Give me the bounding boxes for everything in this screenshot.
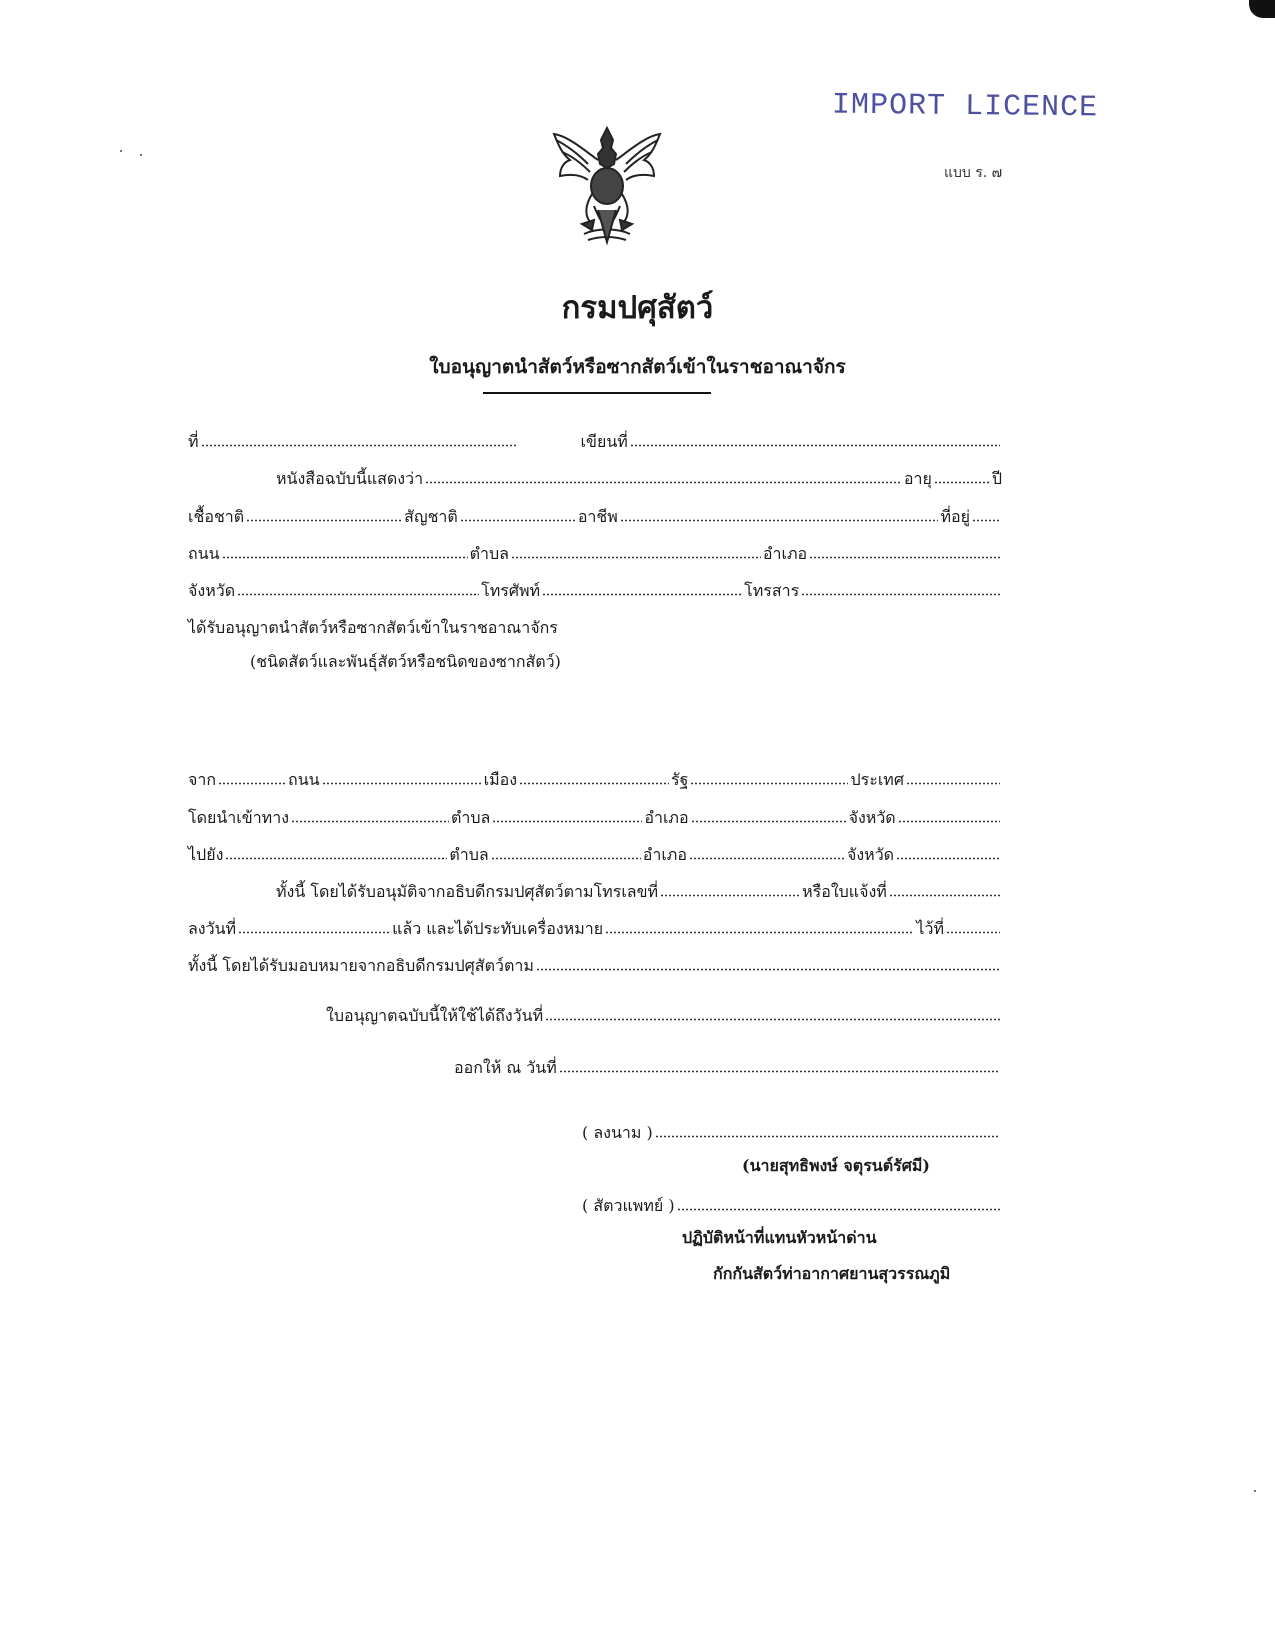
field-written-at[interactable] [630, 443, 1000, 448]
field-nationality[interactable] [460, 518, 576, 523]
label-country: ประเทศ [850, 770, 904, 789]
label-years: ปี [991, 469, 1002, 488]
field-no[interactable] [201, 443, 517, 448]
label-no: ที่ [188, 432, 199, 451]
field-country[interactable] [906, 781, 1000, 786]
row-number-place [188, 426, 1002, 452]
field-to[interactable] [225, 856, 447, 861]
label-province: จังหวัด [188, 581, 236, 600]
field-via-province[interactable] [898, 819, 1000, 824]
label-and-marked: แล้ว และได้ประทับเครื่องหมาย [392, 919, 604, 938]
field-valid-until[interactable] [545, 1017, 1000, 1022]
field-from[interactable] [218, 781, 286, 786]
label-to-province: จังหวัด [846, 845, 895, 864]
label-nationality: สัญชาติ [404, 507, 458, 526]
field-issued-on[interactable] [559, 1069, 1000, 1074]
row-contact [188, 575, 1002, 601]
label-state: รัฐ [671, 770, 689, 789]
field-district[interactable] [809, 555, 1000, 560]
field-from-road[interactable] [322, 781, 482, 786]
label-fax: โทรสาร [744, 581, 800, 600]
row-dated [188, 913, 1002, 939]
row-import-via [188, 802, 1002, 828]
agency-name: กรมปศุสัตว์ [561, 290, 714, 326]
label-dated: ลงวันที่ [188, 919, 237, 938]
row-personal-details [188, 501, 1002, 527]
label-sign: ( ลงนาม ) [582, 1123, 653, 1142]
row-assigned [188, 950, 1002, 976]
label-approval: ทั้งนี้ โดยได้รับอนุมัติจากอธิบดีกรมปศุสัตว์ตามโทรเลขที่ [276, 882, 659, 901]
document-subtitle: ใบอนุญาตนำสัตว์หรือซากสัตว์เข้าในราชอาณาจักร [429, 356, 846, 378]
signatory-title-line1: ปฏิบัติหน้าที่แทนหัวหน้าด่าน [682, 1228, 877, 1247]
title-underline [483, 392, 711, 394]
field-to-province[interactable] [896, 856, 1000, 861]
field-assigned-by[interactable] [536, 967, 1000, 972]
field-telegram-no[interactable] [660, 893, 800, 898]
field-notice-no[interactable] [889, 893, 1000, 898]
field-state[interactable] [690, 781, 848, 786]
field-age[interactable] [934, 480, 990, 485]
scan-speck [1254, 1490, 1256, 1492]
field-dated[interactable] [238, 930, 390, 935]
row-destination [188, 839, 1002, 865]
row-address [188, 538, 1002, 564]
row-valid-until [326, 1000, 1002, 1026]
label-from: จาก [188, 770, 217, 789]
label-age: อายุ [903, 469, 932, 488]
label-occupation: อาชีพ [577, 507, 618, 526]
field-to-district[interactable] [689, 856, 845, 861]
row-origin [188, 764, 1002, 790]
label-via-district: อำเภอ [644, 808, 689, 827]
label-race: เชื้อชาติ [188, 507, 245, 526]
label-via-province: จังหวัด [848, 808, 896, 827]
scan-speck [140, 154, 142, 156]
garuda-emblem-icon [548, 124, 666, 246]
label-or-notice: หรือใบแจ้งที่ [802, 882, 887, 901]
field-veterinarian[interactable] [677, 1207, 1000, 1212]
label-road: ถนน [188, 544, 220, 563]
field-holder-name[interactable] [425, 480, 902, 485]
field-to-subdistrict[interactable] [491, 856, 641, 861]
label-phone: โทรศัพท์ [481, 581, 541, 600]
label-assigned: ทั้งนี้ โดยได้รับมอบหมายจากอธิบดีกรมปศุสัตว์ตาม [188, 956, 534, 975]
field-import-via[interactable] [291, 819, 449, 824]
label-district: อำเภอ [762, 544, 808, 563]
row-veterinarian [582, 1190, 1002, 1216]
field-via-district[interactable] [691, 819, 847, 824]
label-to: ไปยัง [188, 845, 224, 864]
scan-speck [120, 150, 122, 152]
field-signature[interactable] [655, 1134, 1000, 1139]
field-mark[interactable] [605, 930, 914, 935]
row-permitted [188, 612, 1002, 638]
signatory-title-line2: กักกันสัตว์ท่าอากาศยานสุวรรณภูมิ [713, 1264, 951, 1283]
field-via-subdistrict[interactable] [492, 819, 642, 824]
label-written-at: เขียนที่ [580, 432, 628, 451]
field-address[interactable] [972, 518, 1000, 523]
label-permitted: ได้รับอนุญาตนำสัตว์หรือซากสัตว์เข้าในราชอาณาจักร [188, 618, 558, 637]
label-valid-until: ใบอนุญาตฉบับนี้ให้ใช้ได้ถึงวันที่ [326, 1006, 544, 1025]
label-veterinarian: ( สัตวแพทย์ ) [582, 1196, 675, 1215]
import-licence-stamp: IMPORT LICENCE [831, 88, 1099, 126]
label-certifies: หนังสือฉบับนี้แสดงว่า [276, 469, 424, 488]
label-issued-on: ออกให้ ณ วันที่ [454, 1058, 557, 1077]
field-mark-location[interactable] [946, 930, 1000, 935]
row-approval [188, 876, 1002, 902]
row-signature [582, 1117, 1002, 1143]
field-phone[interactable] [542, 592, 742, 597]
form-code: แบบ ร. ๗ [944, 165, 1003, 181]
label-at: ไว้ที่ [916, 919, 944, 938]
field-road[interactable] [222, 555, 468, 560]
species-note: (ชนิดสัตว์และพันธุ์สัตว์หรือชนิดของซากสัตว์) [250, 652, 561, 671]
label-city: เมือง [483, 770, 518, 789]
label-from-road: ถนน [288, 770, 320, 789]
row-issued-on [454, 1052, 1002, 1078]
label-subdistrict: ตำบล [469, 544, 509, 563]
label-to-subdistrict: ตำบล [449, 845, 489, 864]
field-fax[interactable] [801, 592, 1000, 597]
scan-edge-mark [1249, 0, 1275, 18]
field-city[interactable] [519, 781, 669, 786]
field-occupation[interactable] [620, 518, 939, 523]
field-race[interactable] [246, 518, 402, 523]
field-province[interactable] [237, 592, 479, 597]
label-address: ที่อยู่ [940, 507, 970, 526]
field-subdistrict[interactable] [511, 555, 761, 560]
signatory-name: (นายสุทธิพงษ์ จตุรนต์รัศมี) [742, 1156, 930, 1175]
label-via-subdistrict: ตำบล [451, 808, 491, 827]
row-certifies [188, 463, 1002, 489]
label-to-district: อำเภอ [642, 845, 687, 864]
label-import-via: โดยนำเข้าทาง [188, 808, 290, 827]
